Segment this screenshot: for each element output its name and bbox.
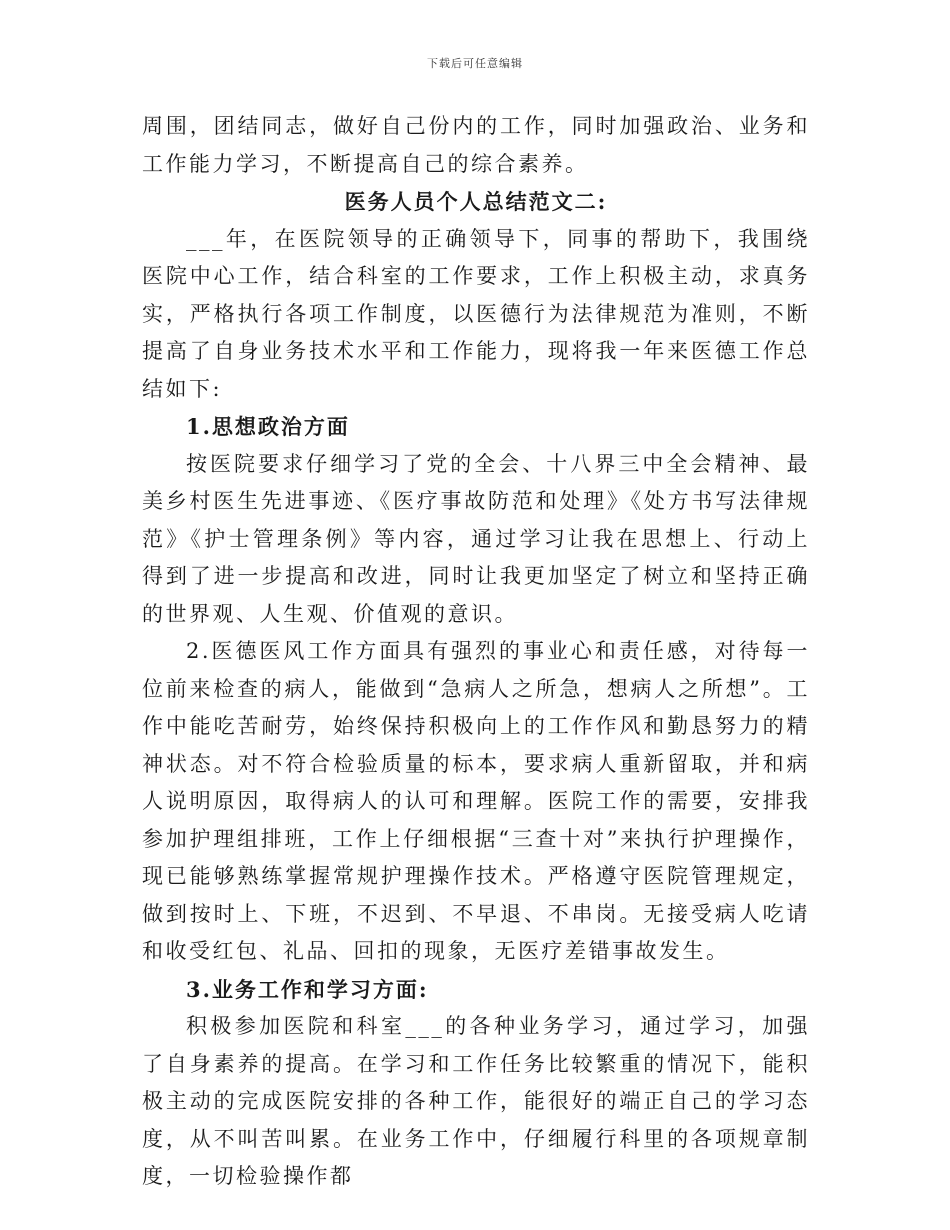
intro-paragraph: 周围，团结同志，做好自己份内的工作，同时加强政治、业务和工作能力学习，不断提高自己的综合素养。 — [142, 114, 810, 176]
section-heading-business: 3.业务工作和学习方面: — [186, 976, 429, 1002]
page-header-note: 下载后可任意编辑 — [427, 57, 523, 70]
section-heading-political: 1.思想政治方面 — [186, 414, 350, 439]
political-paragraph: 按医院要求仔细学习了党的全会、十八界三中全会精神、最美乡村医生先进事迹、《医疗事故防范和处理》《处方书写法律规范》《护士管理条例》等内容，通过学习让我在思想上、行动上得到了进一步提高和改进，同时让我更加坚定了树立和坚持正确的世界观、人生观、价值观的意识。 — [142, 451, 810, 626]
document-title: 医务人员个人总结范文二: — [344, 189, 608, 214]
document-body — [142, 108, 810, 1196]
ethics-paragraph: 2.医德医风工作方面具有强烈的事业心和责任感，对待每一位前来检查的病人，能做到“急病人之所急，想病人之所想”。工作中能吃苦耐劳，始终保持积极向上的工作作风和勤恳努力的精神状态。对不符合检验质量的标本，要求病人重新留取，并和病人说明原因，取得病人的认可和理解。医院工作的需要，安排我参加护理组排班，工作上仔细根据“三查十对”来执行护理操作，现已能够熟练掌握常规护理操作技术。严格遵守医院管理规定，做到按时上、下班，不迟到、不早退、不串岗。无接受病人吃请和收受红包、礼品、回扣的现象，无医疗差错事故发生。 — [142, 639, 810, 963]
business-paragraph: 积极参加医院和科室___的各种业务学习，通过学习，加强了自身素养的提高。在学习和工作任务比较繁重的情况下，能积极主动的完成医院安排的各种工作，能很好的端正自己的学习态度，从不叫苦叫累。在业务工作中，仔细履行科里的各项规章制度，一切检验操作都 — [142, 1014, 810, 1188]
opening-paragraph: ___年，在医院领导的正确领导下，同事的帮助下，我围绕医院中心工作，结合科室的工作要求，工作上积极主动，求真务实，严格执行各项工作制度，以医德行为法律规范为准则，不断提高了自身业务技术水平和工作能力，现将我一年来医德工作总结如下: — [142, 226, 810, 401]
